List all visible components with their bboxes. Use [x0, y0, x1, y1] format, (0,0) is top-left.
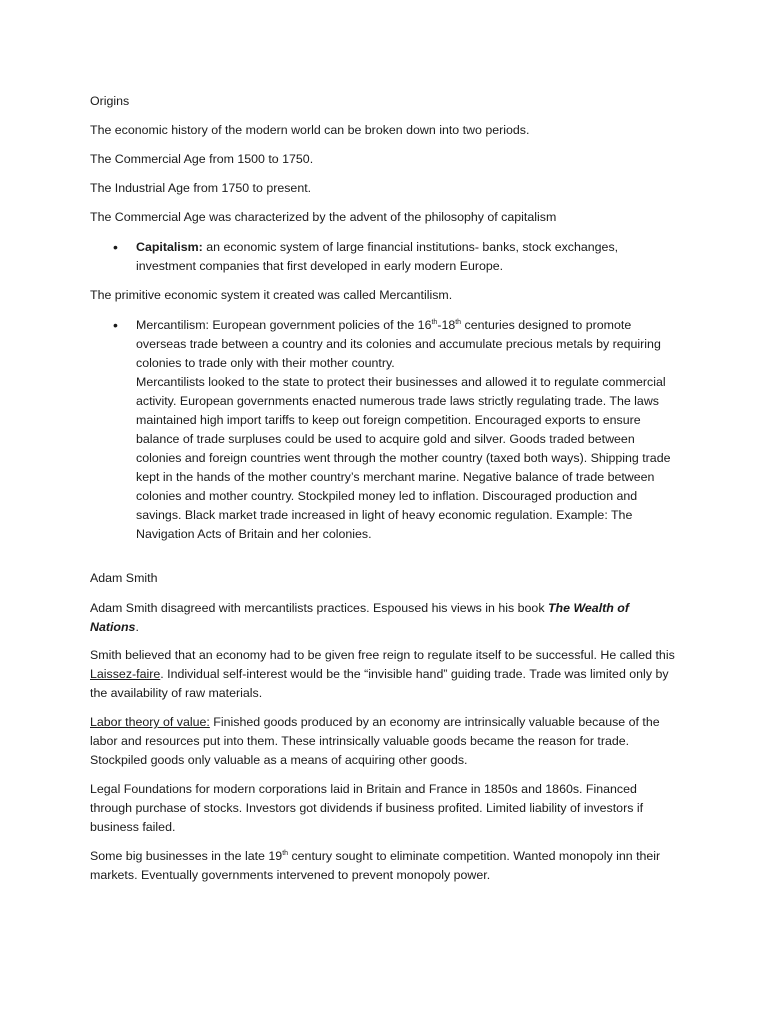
laissez-faire-end: . Individual self-interest would be the “invisible hand” guiding trade. Trade was limited only by the availability of raw materials. — [90, 667, 669, 700]
monopoly-start: Some big businesses in the late 19 — [90, 849, 283, 863]
bullet-capitalism — [136, 238, 681, 276]
paragraph-labor-theory — [90, 713, 675, 770]
paragraph-industrial-age: The Industrial Age from 1750 to present. — [90, 181, 312, 195]
paragraph-monopoly — [90, 847, 675, 885]
capitalism-definition: an economic system of large financial institutions- banks, stock exchanges, investment companies that first developed in early modern Europe. — [136, 240, 619, 273]
monopoly-end: century sought to eliminate competition. Wanted monopoly inn their markets. Eventually governments intervened to prevent monopoly power. — [90, 849, 661, 882]
laissez-faire-start: Smith believed that an economy had to be given free reign to regulate itself to be successful. He called this — [90, 648, 675, 662]
paragraph-smith-disagreed — [90, 599, 675, 637]
mercantilism-definition — [136, 316, 681, 373]
paragraph-commercial-age: The Commercial Age from 1500 to 1750. — [90, 152, 314, 166]
heading-adam-smith: Adam Smith — [90, 571, 158, 585]
mercantilism-detail: Mercantilists looked to the state to protect their businesses and allowed it to regulate commercial activity. European governments enacted numerous trade laws strictly regulating trade. The laws maintained high import tariffs to keep out foreign competition. Encouraged exports to ensure balance of trade surpluses could be used to acquire gold and silver. Goods traded between colonies and foreign countries went through the mother country (taxed both ways). Shipping trade kept in the hands of the mother country’s merchant marine. Negative balance of trade between colonies and mother country. Stockpiled money led to inflation. Discouraged production and savings. Black market trade increased in light of heavy economic regulation. Example: The Navigation Acts of Britain and her colonies. — [136, 375, 671, 541]
mercantilism-def-mid: -18 — [437, 318, 456, 332]
paragraph-legal-foundations: Legal Foundations for modern corporations laid in Britain and France in 1850s and 1860s. Financed through purchase of stocks. Investors got dividends if business profited. Limited liability of investors if business failed. — [90, 782, 644, 834]
bullet-icon: • — [113, 317, 118, 333]
paragraph-laissez-faire — [90, 646, 675, 703]
paragraph-capitalism-intro: The Commercial Age was characterized by the advent of the philosophy of capitalism — [90, 210, 557, 224]
bullet-mercantilism — [136, 316, 681, 544]
labor-theory-text: Finished goods produced by an economy are intrinsically valuable because of the labor and resources put into them. These intrinsically valuable goods became the reason for trade. Stockpiled goods only valuable as a means of acquiring other goods. — [90, 715, 660, 767]
smith-disagreed-end: . — [135, 620, 139, 634]
bullet-icon: • — [113, 239, 118, 255]
superscript-th: th — [282, 850, 289, 857]
capitalism-term: Capitalism: — [136, 240, 203, 254]
laissez-faire-term: Laissez-faire — [90, 667, 161, 681]
heading-origins: Origins — [90, 94, 130, 108]
smith-disagreed-text: Adam Smith disagreed with mercantilists practices. Espoused his views in his book — [90, 601, 548, 615]
mercantilism-def-end: centuries designed to promote overseas trade between a country and its colonies and accumulate precious metals by requiring colonies to trade only with their mother country. — [136, 318, 661, 370]
superscript-th: th — [455, 319, 462, 326]
mercantilism-def-start: Mercantilism: European government policies of the 16 — [136, 318, 432, 332]
superscript-th: th — [431, 319, 438, 326]
labor-theory-term: Labor theory of value: — [90, 715, 210, 729]
book-title: The Wealth of Nations — [90, 601, 629, 634]
paragraph-mercantilism-intro: The primitive economic system it created was called Mercantilism. — [90, 288, 453, 302]
paragraph-two-periods: The economic history of the modern world can be broken down into two periods. — [90, 123, 530, 137]
